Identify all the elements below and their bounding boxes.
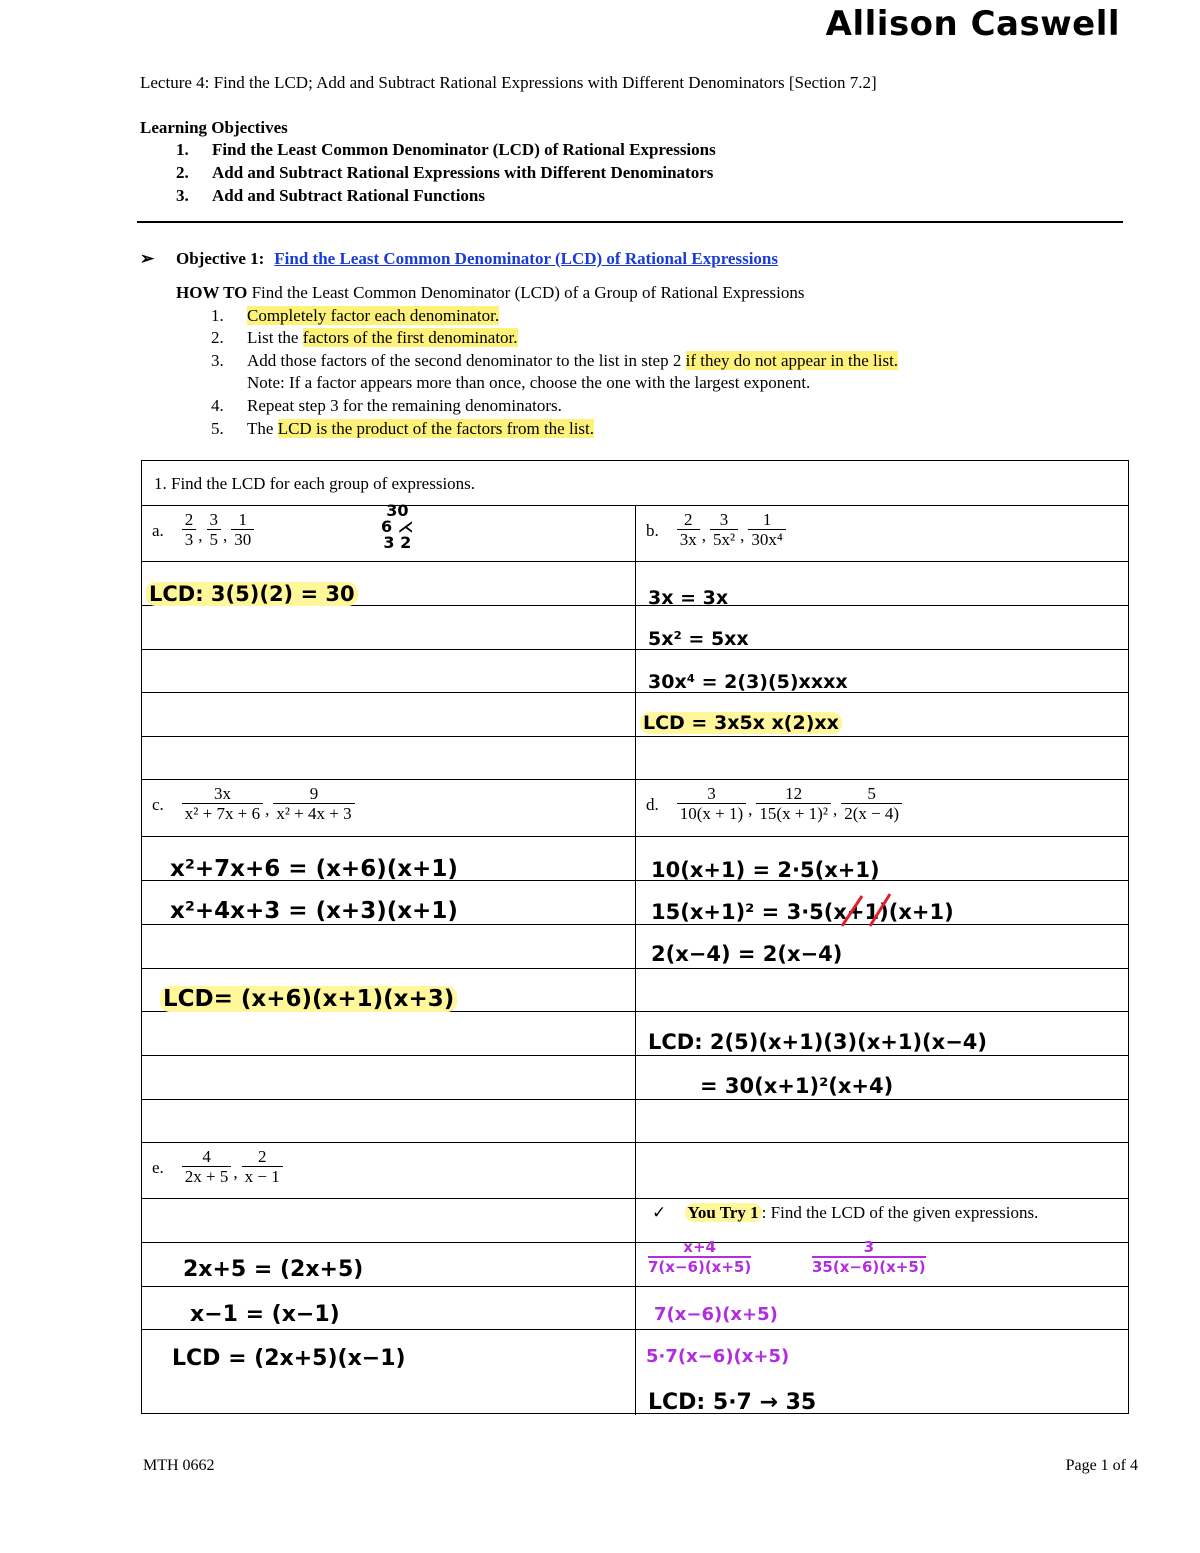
exercise-instruction: 1. Find the LCD for each group of expressions.	[154, 474, 476, 493]
section-divider	[137, 221, 1123, 223]
howto-heading: HOW TO Find the Least Common Denominator (LCD) of a Group of Rational Expressions	[176, 283, 805, 302]
handwritten-work-b: 30x⁴ = 2(3)(5)xxxx	[648, 671, 848, 693]
howto-step: 2. List the factors of the first denominator.	[211, 328, 518, 347]
checkmark-icon: ✓	[652, 1203, 667, 1223]
handwritten-you-try-work: 7(x−6)(x+5)	[654, 1304, 778, 1325]
footer-page-number: Page 1 of 4	[1065, 1457, 1138, 1474]
handwritten-work-d: 10(x+1) = 2·5(x+1)	[651, 858, 880, 882]
objective-1-link[interactable]: Find the Least Common Denominator (LCD) of Rational Expressions	[274, 249, 779, 268]
howto-step: 4. Repeat step 3 for the remaining denominators.	[211, 396, 562, 415]
lecture-title: Lecture 4: Find the LCD; Add and Subtract Rational Expressions with Different Denominators [Section 7.2]	[140, 73, 877, 92]
handwritten-answer-e: LCD = (2x+5)(x−1)	[172, 1346, 406, 1371]
handwritten-work-b: 3x = 3x	[648, 587, 729, 609]
handwritten-you-try-fraction-1: x+4 7(x−6)(x+5)	[648, 1238, 752, 1276]
handwritten-factor-tree: 30 6 ⋌ 3 2	[381, 501, 414, 552]
howto-step: 3. Add those factors of the second denominator to the list in step 2 if they do not appear in the list.	[211, 351, 899, 370]
learning-objective-item: 2. Add and Subtract Rational Expressions with Different Denominators	[176, 163, 714, 182]
problem-d: d. $\frac{3}{10(x + 1)}$ , $\frac{12}{\text{15(x + 1)²}}$ , $\frac{5}{2(x - 4)}$	[646, 785, 904, 824]
footer-course: MTH 0662	[143, 1457, 215, 1474]
handwritten-work-e: x−1 = (x−1)	[190, 1302, 340, 1327]
howto-step: 5. The LCD is the product of the factors from the list.	[211, 419, 595, 438]
handwritten-answer-c: LCD= (x+6)(x+1)(x+3)	[160, 986, 457, 1012]
handwritten-answer-d: LCD: 2(5)(x+1)(3)(x+1)(x−4)	[648, 1030, 988, 1054]
objective-1-heading: ➢ Objective 1: Find the Least Common Denominator (LCD) of Rational Expressions	[140, 249, 779, 268]
handwritten-you-try-work: 5·7(x−6)(x+5)	[646, 1346, 790, 1367]
problem-c: c. $\frac{3x}{\text{x² + 7x + 6}}$ , $\frac{9}{\text{x² + 4x + 3}}$	[152, 785, 357, 824]
handwritten-you-try-answer: LCD: 5·7 → 35	[648, 1390, 817, 1415]
student-name: Allison Caswell	[825, 4, 1120, 44]
howto-note: Note: If a factor appears more than once, choose the one with the largest exponent.	[247, 373, 811, 392]
handwritten-answer-b: LCD = 3x5x x(2)xx	[640, 712, 842, 734]
handwritten-work-c: x²+4x+3 = (x+3)(x+1)	[170, 898, 458, 924]
handwritten-you-try-fraction-2: 3 35(x−6)(x+5)	[812, 1238, 926, 1276]
red-strikethrough-mark	[836, 890, 896, 930]
learning-objectives-heading: Learning Objectives	[140, 118, 288, 137]
handwritten-work-b: 5x² = 5xx	[648, 628, 749, 650]
handwritten-work-d: 2(x−4) = 2(x−4)	[651, 942, 843, 966]
howto-step: 1. Completely factor each denominator.	[211, 306, 500, 325]
handwritten-work-c: x²+7x+6 = (x+6)(x+1)	[170, 856, 458, 882]
learning-objective-item: 1. Find the Least Common Denominator (LCD) of Rational Expressions	[176, 140, 716, 159]
arrow-bullet-icon: ➢	[140, 249, 155, 268]
handwritten-answer-a: LCD: 3(5)(2) = 30	[146, 582, 358, 606]
handwritten-answer-d: = 30(x+1)²(x+4)	[700, 1074, 894, 1098]
handwritten-work-e: 2x+5 = (2x+5)	[183, 1257, 364, 1282]
handwritten-work-d: 15(x+1)² = 3·5(x+1)(x+1)	[651, 900, 954, 924]
learning-objective-item: 3. Add and Subtract Rational Functions	[176, 186, 486, 205]
problem-e: e. $\frac{4}{2x + 5}$ , $\frac{2}{x - 1}$	[152, 1148, 285, 1187]
problem-b: b. $\frac{2}{3x}$ , $\frac{3}{\text{5x²}}$ , $\frac{1}{\text{30x⁴}}$	[646, 511, 788, 550]
problem-a: a. $\frac{2}{3}$ , $\frac{3}{5}$ , $\frac{1}{30}$	[152, 511, 256, 550]
you-try-1-prompt: ✓ You Try 1 : Find the LCD of the given expressions.	[652, 1203, 1039, 1223]
